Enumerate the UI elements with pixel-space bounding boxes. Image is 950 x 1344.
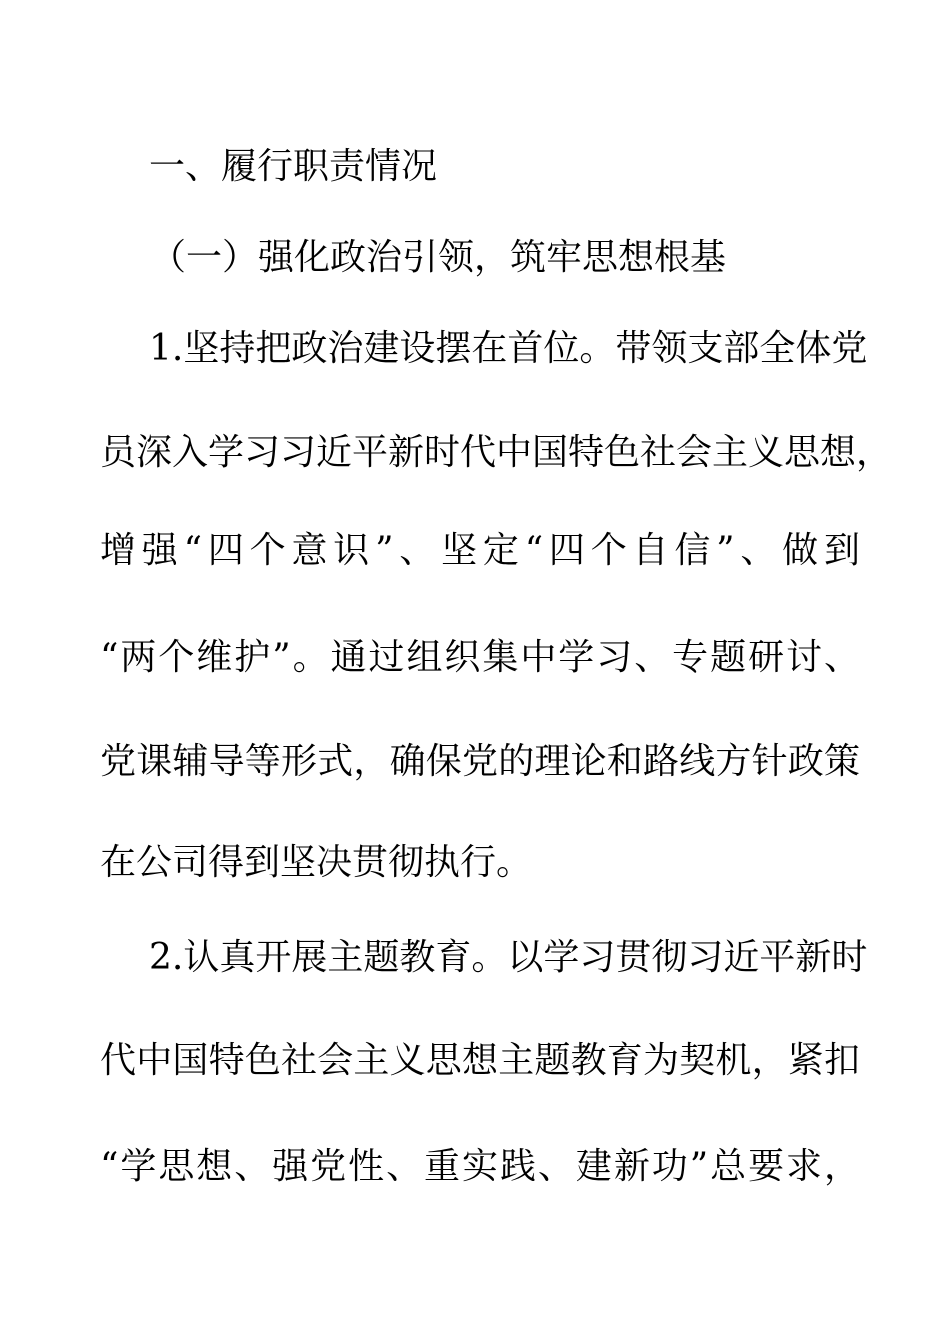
paragraph-1-line-5: 党课辅导等形式，确保党的理论和路线方针政策 <box>100 741 860 782</box>
paragraph-1-line-2: 员深入学习习近平新时代中国特色社会主义思想， <box>100 432 893 473</box>
paragraph-1-line-1: 1.坚持把政治建设摆在首位。带领支部全体党 <box>149 328 868 369</box>
section-heading: 一、履行职责情况 <box>149 146 438 187</box>
paragraph-2-line-3: “学思想、强党性、重实践、建新功”总要求， <box>100 1146 860 1187</box>
paragraph-2-line-1: 2.认真开展主题教育。以学习贯彻习近平新时 <box>149 937 868 978</box>
subsection-heading: （一）强化政治引领，筑牢思想根基 <box>150 237 727 278</box>
paragraph-1-line-3: 增强“四个意识”、坚定“四个自信”、做到 <box>100 530 860 571</box>
paragraph-1-line-6: 在公司得到坚决贯彻执行。 <box>100 842 533 883</box>
paragraph-2-line-2: 代中国特色社会主义思想主题教育为契机，紧扣 <box>100 1040 860 1081</box>
paragraph-1-line-4: “两个维护”。通过组织集中学习、专题研讨、 <box>100 637 860 678</box>
